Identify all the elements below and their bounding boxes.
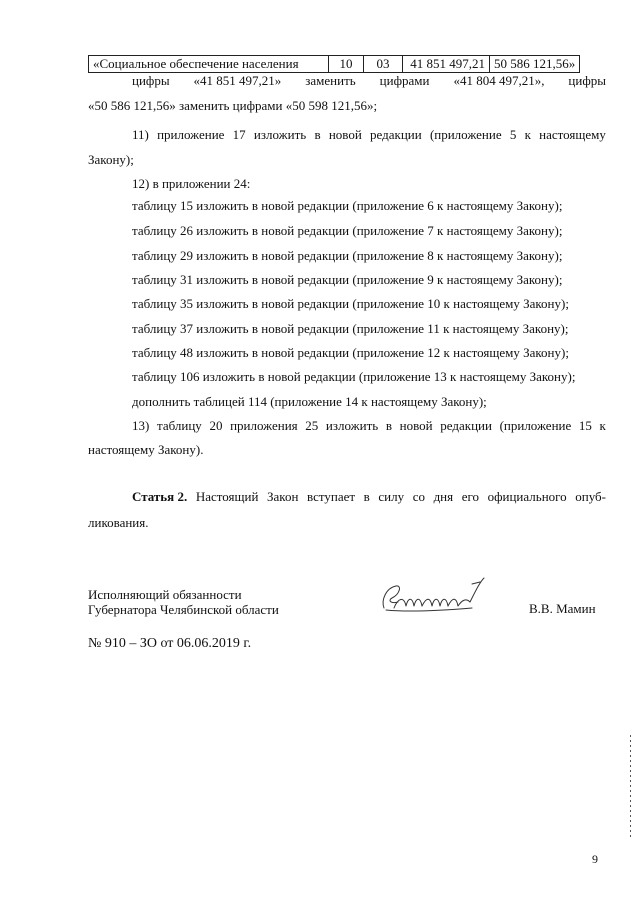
table-cell-value2: 50 586 121,56» bbox=[490, 56, 580, 73]
law-number-date: № 910 – ЗО от 06.06.2019 г. bbox=[88, 636, 252, 651]
item-12-line: таблицу 15 изложить в новой редакции (приложение 6 к настоящему Закону); bbox=[132, 198, 563, 213]
word: редакции bbox=[440, 418, 492, 433]
table-cell-section: «Социальное обеспечение населения bbox=[89, 56, 329, 73]
word: приложение bbox=[157, 127, 225, 142]
item-11-line-2: Закону); bbox=[88, 152, 134, 167]
item-12-line: таблицу 26 изложить в новой редакции (приложение 7 к настоящему Закону); bbox=[132, 223, 563, 238]
item-12-line: таблицу 37 изложить в новой редакции (приложение 11 к настоящему Закону); bbox=[132, 321, 569, 336]
word: настоящему bbox=[539, 127, 606, 142]
word: его bbox=[461, 489, 479, 504]
amend-line-2: «50 586 121,56» заменить цифрами «50 598 121,56»; bbox=[88, 98, 378, 113]
signatory-name: В.В. Мамин bbox=[529, 601, 596, 616]
budget-table-row bbox=[88, 55, 580, 73]
handwritten-signature bbox=[376, 572, 491, 620]
word: Настоящий bbox=[195, 489, 259, 504]
word: «41 851 497,21» bbox=[193, 73, 282, 88]
word: 25 bbox=[305, 418, 319, 433]
word: новой bbox=[328, 127, 362, 142]
word: в bbox=[363, 489, 370, 504]
word: официального bbox=[487, 489, 567, 504]
word: 17 bbox=[232, 127, 246, 142]
word: 20 bbox=[209, 418, 223, 433]
item-12-line: таблицу 48 изложить в новой редакции (приложение 12 к настоящему Закону); bbox=[132, 345, 569, 360]
word: изложить bbox=[325, 418, 379, 433]
word: цифры bbox=[568, 73, 606, 88]
word: в bbox=[314, 127, 321, 142]
word: 15 bbox=[578, 418, 592, 433]
item-12-line: дополнить таблицей 114 (приложение 14 к настоящему Закону); bbox=[132, 394, 487, 409]
word: (приложение bbox=[499, 418, 572, 433]
page-number: 9 bbox=[592, 852, 598, 866]
item-12-line: таблицу 29 изложить в новой редакции (приложение 8 к настоящему Закону); bbox=[132, 248, 563, 263]
item-13-line-2: настоящему Закону). bbox=[88, 442, 204, 457]
table-cell-value1: 41 851 497,21 bbox=[403, 56, 490, 73]
article-label: Статья 2. bbox=[132, 489, 188, 504]
word: к bbox=[524, 127, 531, 142]
signatory-title-line-1: Исполняющий обязанности bbox=[88, 587, 242, 602]
word: Закон bbox=[267, 489, 299, 504]
word: вступает bbox=[307, 489, 356, 504]
word: таблицу bbox=[156, 418, 202, 433]
word: новой bbox=[399, 418, 433, 433]
word: 13) bbox=[132, 418, 150, 433]
item-12-line: таблицу 35 изложить в новой редакции (приложение 10 к настоящему Закону); bbox=[132, 296, 569, 311]
word: опуб- bbox=[575, 489, 606, 504]
word: дня bbox=[433, 489, 454, 504]
word: в bbox=[385, 418, 393, 433]
word: «41 804 497,21», bbox=[453, 73, 545, 88]
table-cell-code1: 10 bbox=[329, 56, 364, 73]
word: к bbox=[599, 418, 606, 433]
word: изложить bbox=[253, 127, 307, 142]
signatory-title-line-2: Губернатора Челябинской области bbox=[88, 602, 279, 617]
word: 11) bbox=[132, 127, 149, 142]
item-12-line: таблицу 31 изложить в новой редакции (приложение 9 к настоящему Закону); bbox=[132, 272, 563, 287]
article-2-line-2: ликования. bbox=[88, 515, 149, 530]
word: со bbox=[412, 489, 425, 504]
word: 5 bbox=[509, 127, 517, 142]
article-2-line-1 bbox=[132, 489, 606, 505]
word: редакции bbox=[370, 127, 422, 142]
item-12-line: таблицу 106 изложить в новой редакции (приложение 13 к настоящему Закону); bbox=[132, 369, 576, 384]
word: цифры bbox=[132, 73, 170, 88]
word: цифрами bbox=[379, 73, 430, 88]
item-12-intro: 12) в приложении 24: bbox=[132, 176, 251, 191]
table-cell-code2: 03 bbox=[364, 56, 403, 73]
word: силу bbox=[378, 489, 405, 504]
item-11-line-1 bbox=[132, 127, 606, 143]
word: (приложение bbox=[429, 127, 502, 142]
amend-line-1 bbox=[132, 73, 606, 89]
word: приложения bbox=[230, 418, 298, 433]
item-13-line-1 bbox=[132, 418, 606, 434]
scan-margin-line bbox=[630, 735, 631, 840]
word: заменить bbox=[305, 73, 356, 88]
